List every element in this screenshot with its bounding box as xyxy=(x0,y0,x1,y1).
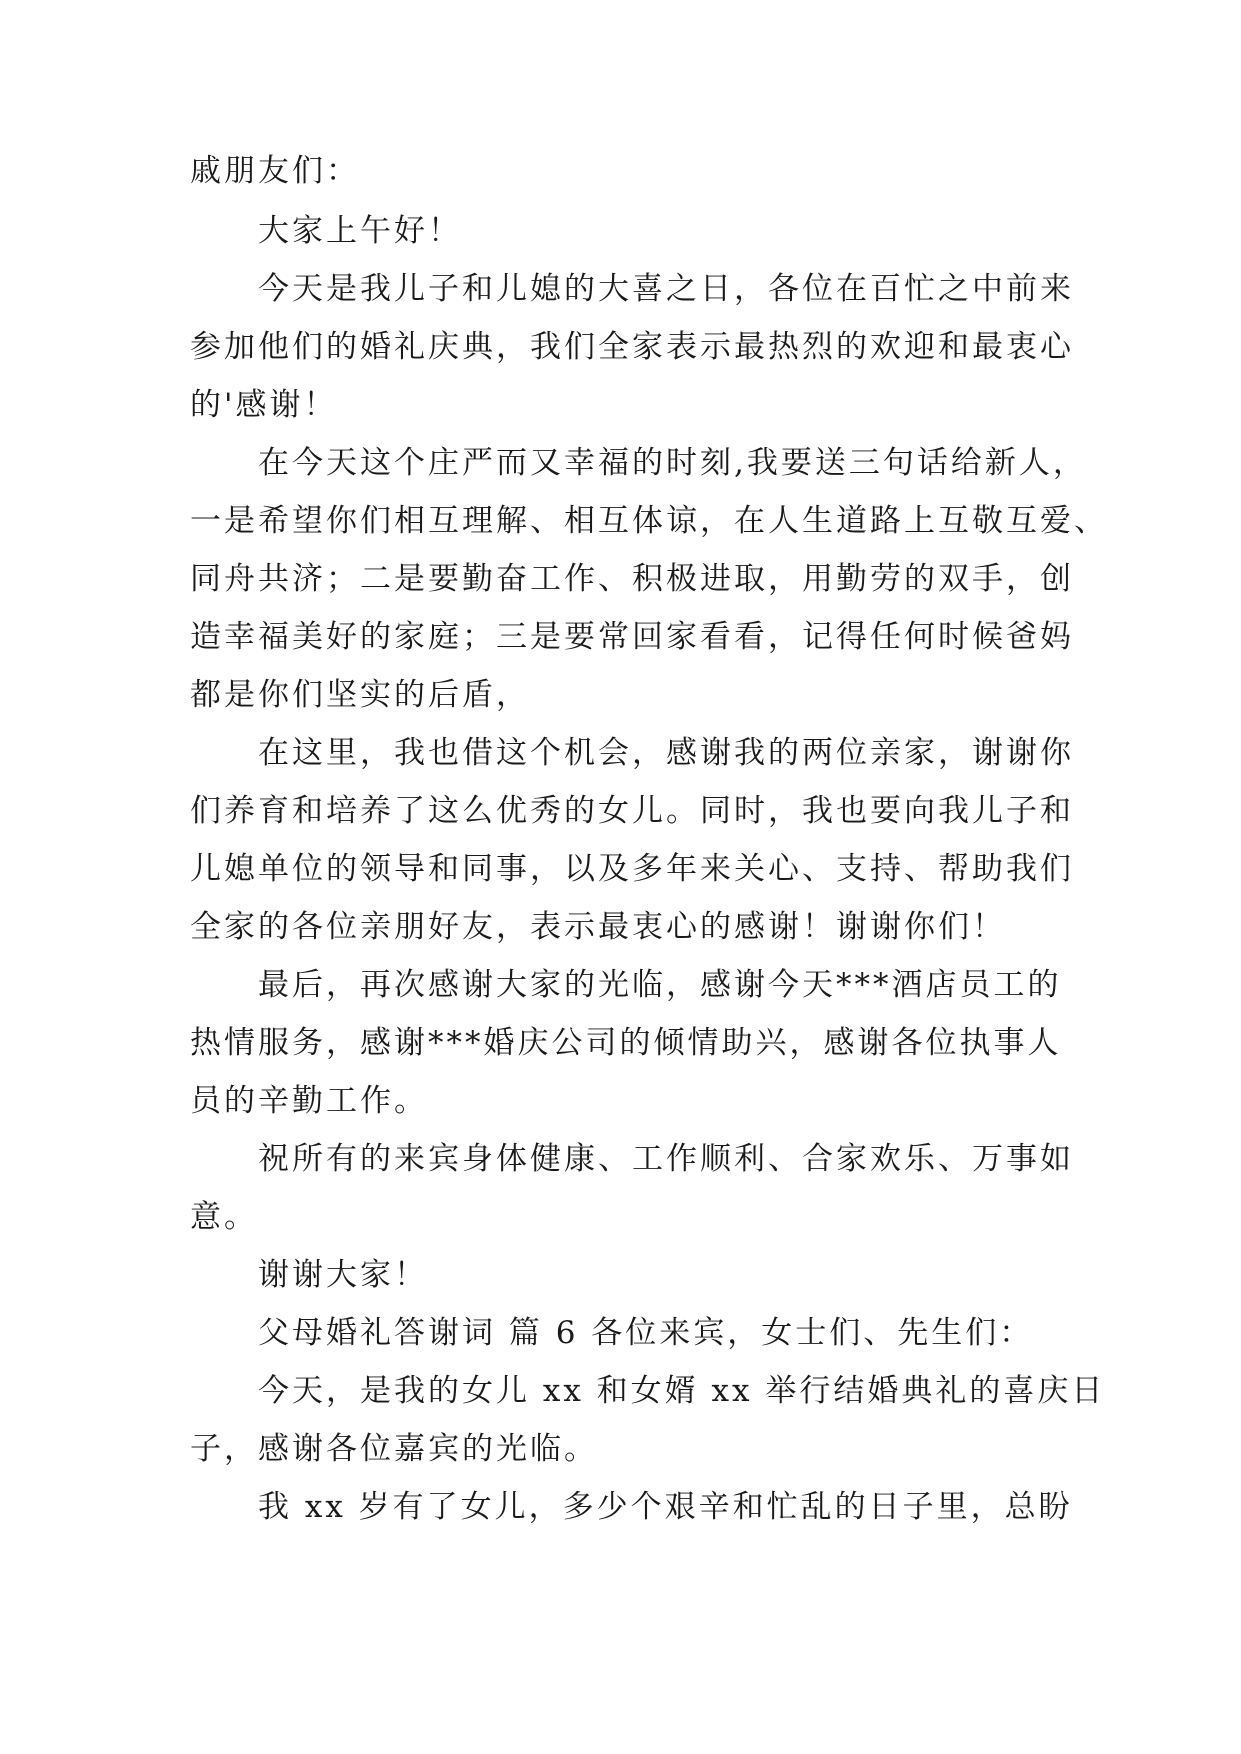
text-line: 最后，再次感谢大家的光临，感谢今天***酒店员工的 xyxy=(190,967,1062,1003)
text-line: 参加他们的婚礼庆典，我们全家表示最热烈的欢迎和最衷心 xyxy=(190,329,1074,365)
text-line: 热情服务，感谢***婚庆公司的倾情助兴，感谢各位执事人 xyxy=(190,1025,1062,1061)
text-line: 今天是我儿子和儿媳的大喜之日，各位在百忙之中前来 xyxy=(190,271,1074,307)
text-line: 大家上午好！ xyxy=(190,213,462,249)
text-line: 祝所有的来宾身体健康、工作顺利、合家欢乐、万事如 xyxy=(190,1141,1074,1177)
text-line: 在今天这个庄严而又幸福的时刻,我要送三句话给新人， xyxy=(190,445,1087,481)
text-line: 戚朋友们： xyxy=(190,153,360,189)
text-line: 我 xx 岁有了女儿，多少个艰辛和忙乱的日子里，总盼 xyxy=(190,1489,1073,1525)
text-line: 造幸福美好的家庭；三是要常回家看看，记得任何时候爸妈 xyxy=(190,619,1074,655)
text-line: 儿媳单位的领导和同事，以及多年来关心、支持、帮助我们 xyxy=(190,851,1074,887)
text-line: 今天，是我的女儿 xx 和女婿 xx 举行结婚典礼的喜庆日 xyxy=(190,1373,1106,1409)
text-line: 们养育和培养了这么优秀的女儿。同时，我也要向我儿子和 xyxy=(190,793,1074,829)
text-line: 全家的各位亲朋好友，表示最衷心的感谢！谢谢你们！ xyxy=(190,909,1006,945)
text-line: 的'感谢！ xyxy=(190,387,338,423)
text-line: 在这里，我也借这个机会，感谢我的两位亲家，谢谢你 xyxy=(190,735,1074,771)
text-line: 意。 xyxy=(190,1199,258,1235)
text-line: 一是希望你们相互理解、相互体谅，在人生道路上互敬互爱、 xyxy=(190,503,1108,539)
text-line: 谢谢大家！ xyxy=(190,1257,428,1293)
text-line: 员的辛勤工作。 xyxy=(190,1083,428,1119)
text-line: 都是你们坚实的后盾， xyxy=(190,677,530,713)
text-line: 同舟共济；二是要勤奋工作、积极进取，用勤劳的双手，创 xyxy=(190,561,1074,597)
text-line: 父母婚礼答谢词 篇 6 各位来宾，女士们、先生们： xyxy=(190,1315,1034,1351)
text-line: 子，感谢各位嘉宾的光临。 xyxy=(190,1431,598,1467)
